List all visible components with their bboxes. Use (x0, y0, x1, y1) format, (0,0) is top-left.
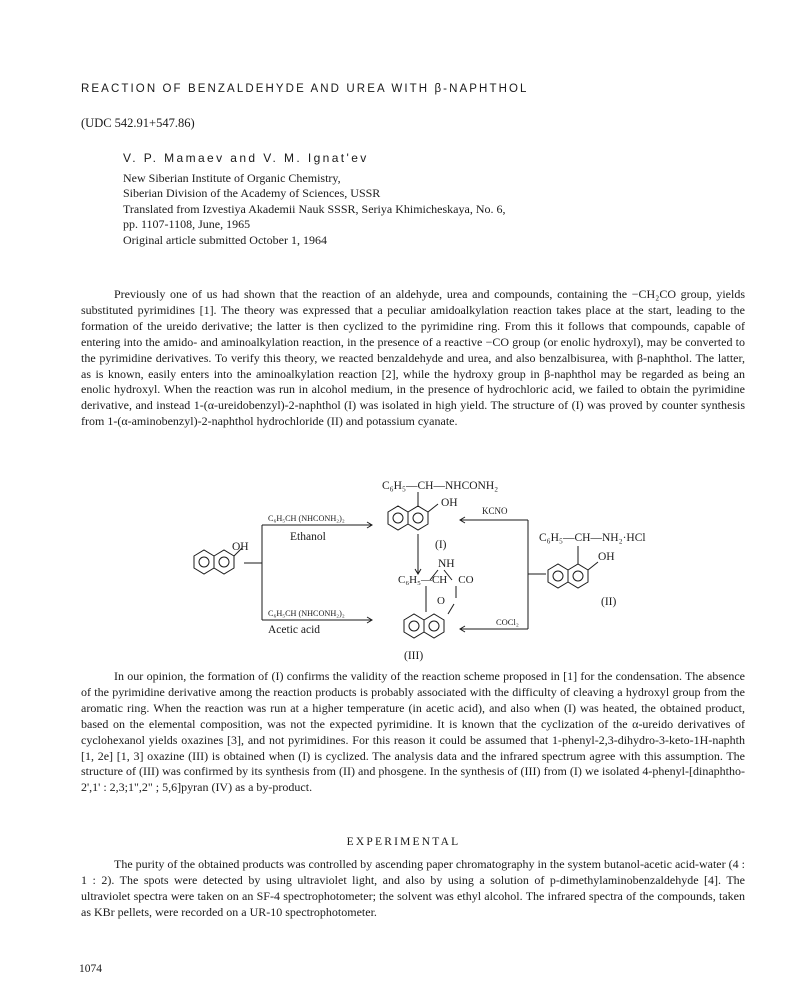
compound-III-label: (III) (404, 650, 424, 662)
compound-III-structure (404, 614, 444, 638)
authors: V. P. Mamaev and V. M. Ignat'ev (123, 151, 369, 165)
udc-code: (UDC 542.91+547.86) (81, 116, 195, 130)
translation-pages-line: pp. 1107-1108, June, 1965 (123, 217, 251, 232)
submission-date-line: Original article submitted October 1, 1964 (123, 232, 327, 247)
article-title: REACTION OF BENZALDEHYDE AND UREA WITH β-NAPHTHOL (81, 83, 529, 95)
reagent-top: C₆H₅CH (NHCONH₂)₂ (268, 514, 345, 523)
naphthol-oh: OH (232, 541, 249, 553)
compound-I-structure (388, 492, 438, 530)
translation-source-line: Translated from Izvestiya Akademii Nauk SSSR, Seriya Khimicheskaya, No. 6, (123, 201, 506, 216)
intro-paragraph: Previously one of us had shown that the reaction of an aldehyde, urea and compounds, containing the −CH₂CO group, yields substituted pyrimidines [1]. The theory was expressed that a peculiar amidoalkylation reaction takes place at the start, leading to the formation of the ureido derivative; the latter is then cyclized to the pyrimidine ring. From this it follows that compounds, capable of entering into the amido- and aminoalkylation reaction, in the presence of a reactive −CO group (or enolic hydroxyl), may be converted to the pyrimidine derivatives. To verify this theory, we reacted benzaldehyde and urea, and also benzalbisurea, with β-naphthol. The latter, as is known, easily enters into the aminoalkylation reaction [2], while the hydroxy group in β-naphthol may be regarded as being an enolic hydroxyl. When the reaction was run in alcohol medium, in the presence of hydrochloric acid, we failed to obtain the pyrimidine derivative, and instead 1-(α-ureidobenzyl)-2-naphthol (I) was isolated in high yield. The structure of (I) was proved by counter synthesis from 1-(α-aminobenzyl)-2-naphthol hydrochloride (II) and potassium cyanate. (81, 287, 745, 429)
affiliation-line: New Siberian Institute of Organic Chemistry, (123, 171, 341, 185)
reagent-bottom: C₆H₅CH (NHCONH₂)₂ (268, 609, 345, 618)
compound-II-formula: C₆H₅—CH—NH₂·HCl (539, 532, 646, 544)
section-heading: EXPERIMENTAL (346, 836, 461, 848)
compound-I-oh: OH (441, 497, 458, 509)
solvent-ethanol: Ethanol (290, 531, 326, 543)
ring-nh: NH (438, 558, 455, 570)
solvent-acetic-acid: Acetic acid (268, 624, 321, 636)
phosgene-reagent: COCl₂ (496, 617, 519, 627)
discussion-paragraph: In our opinion, the formation of (I) confirms the validity of the reaction scheme proposed in [1] for the condensation. The absence of the pyrimidine derivative among the reaction products is probably associated with the difficulty of cleaving a hydroxyl group from the aromatic ring. When the reaction was run at a higher temperature (in acetic acid), and also when (I) was heated, the obtained product, based on the elemental composition, was not the expected pyrimidine. It is known that the cyclization of the α-ureido derivatives of cyclohexanol yields oxazines [3], and not pyrimidines. For this reason it could be assumed that 1-phenyl-2,3-dihydro-3-keto-1H-naphth [1, 2e] [1, 3] oxazine (III) is obtained when (I) is cyclized. The analysis data and the infrared spectrum agree with this assumption. The structure of (III) was confirmed by its synthesis from (II) and phosgene. In the synthesis of (III) from (I) we isolated 4-phenyl-[dinaphtho-2',1' : 2,3;1",2" ; 5,6]pyran (IV) as a by-product. (81, 669, 745, 795)
page-number: 1074 (79, 963, 102, 975)
compound-II-label: (II) (601, 596, 617, 608)
compound-I-formula: C₆H₅—CH—NHCONH₂ (382, 480, 499, 492)
kcno-reagent: KCNO (482, 506, 508, 516)
ring-oxygen: O (437, 595, 445, 607)
compound-I-label: (I) (435, 539, 447, 551)
ring-ch-co: C₆H₅—CH CO (398, 574, 474, 586)
affiliation-line: Siberian Division of the Academy of Sciences, USSR (123, 186, 381, 201)
experimental-paragraph: The purity of the obtained products was controlled by ascending paper chromatography in the system butanol-acetic acid-water (4 : 1 : 2). The spots were detected by using ultraviolet light, and also by using a solution of p-dimethylaminobenzaldehyde [4]. The ultraviolet spectra were taken on an SF-4 spectrophotometer; the solvent was ethyl alcohol. The infrared spectra of the compounds, taken as KBr pellets, were recorded on a UR-10 spectrophotometer. (81, 857, 745, 919)
compound-II-oh: OH (598, 551, 615, 563)
compound-II-structure (548, 546, 598, 588)
